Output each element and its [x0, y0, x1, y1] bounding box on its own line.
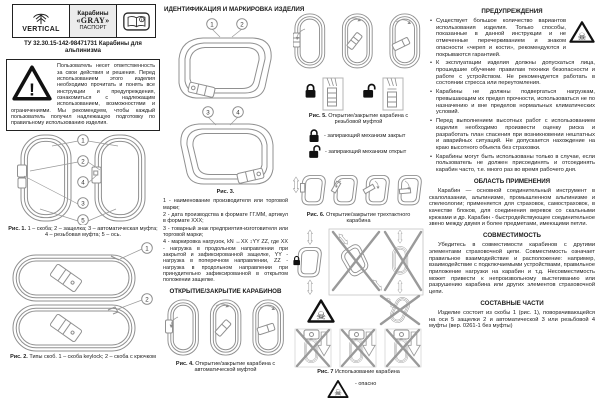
fig7-caption-text: Использование карабина — [334, 368, 400, 375]
fig3-caption — [165, 189, 286, 195]
svg-text:i: i — [140, 16, 142, 22]
fig1-callout-3: 3 — [81, 199, 85, 207]
marking-item: 3 - товарный знак предприятия-изготовителя или торговой марки; — [163, 225, 288, 239]
fig2-callout-2: 2 — [145, 296, 149, 304]
lock-open-icon — [309, 145, 321, 159]
fig7-usage-diagram — [293, 228, 424, 368]
fig2-caption-text: Типы скоб. 1 – скоба keylock; 2 – скоба с крючком — [29, 354, 156, 361]
lock-closed-icon — [293, 256, 300, 265]
warning-triangle-icon — [11, 64, 53, 102]
fig4-label: Рис. 4. — [175, 360, 194, 367]
legend-locked — [309, 129, 424, 143]
fig2-gate-types-diagram — [8, 241, 158, 353]
fig5-caption-text: Открытие/закрытие карабина с резьбовой муфтой — [328, 113, 409, 126]
identification-column — [163, 4, 305, 377]
warning-item — [429, 18, 595, 58]
fig3-marking-diagram — [164, 16, 288, 188]
section-title-components: СОСТАВНЫЕ ЧАСТИ — [480, 299, 544, 307]
fig1-carabiner-parts-diagram — [8, 131, 158, 225]
brand-box — [12, 4, 70, 38]
user-responsibility-warning — [6, 59, 160, 130]
fig3-callout-4: 4 — [235, 109, 240, 117]
danger-triangle-icon — [309, 300, 334, 322]
fig4-caption-text: Открытие/закрытие карабина с автоматической муфтой — [194, 360, 276, 374]
fig3-label: Рис. 3. — [216, 189, 235, 195]
manual-box — [116, 4, 156, 38]
fig5-screw-gate-sequence — [293, 12, 424, 112]
fig1-callout-4: 4 — [81, 178, 85, 186]
marking-item: 2 - дата производства в формате ГГ.ММ, артикул в формате ХХХ; — [163, 212, 288, 225]
figures-column — [293, 12, 424, 399]
warning-item-text: Карабины могут быть использованы только в случае, если пользователь не должен присоединять и отсоединять карабин часто, т.е. много раз во время рабочего дня. — [436, 153, 595, 174]
warning-item-text: Перед выполнением высотных работ с использованием изделия необходимо произвести оценку риска и разработать план спасения при возникновении нештатных и аварийных ситуаций. Не допускается нахождение на краю высотного объекта без страховки. — [436, 118, 595, 151]
marking-item: 1 - наименование производителя или торговой марки; — [163, 198, 288, 211]
fig1-caption-text: 1 – скоба; 2 – защелка; 3 – автоматическая муфта; 4 – резьбовая муфта; 5 – ось. — [27, 225, 158, 238]
danger-triangle-icon — [327, 379, 349, 399]
warning-item — [429, 89, 595, 116]
section-title-application: ОБЛАСТЬ ПРИМЕНЕНИЯ — [473, 177, 551, 185]
brand-name: VERTICAL — [22, 25, 60, 33]
left-column — [6, 4, 160, 364]
marking-item: 4 - маркировка нагрузок, kN ↔XX ↕YY ZZ, где XX - нагрузка в продольном направлении при закрытой и зафиксированной защелке, YY - нагрузка в поперечном направлении, ZZ - нагрузка в продольном направлении при принудительно зафиксированной в открытом положении защелке. — [163, 239, 288, 284]
warning-item — [429, 60, 595, 87]
legend-unlocked — [309, 145, 424, 159]
fig3-callout-2: 2 — [239, 21, 244, 29]
compatibility-text: Убедитесь в совместимости карабинов с другими элементами страховочной цепи. Совместимость означает правильное взаимодействие и расположение: например, взаимодействие с подключаемыми устройствами, правильное приложение нагрузки на карабин и т.д. Несовместимость может привести к непроизвольному выстегиванию или разрушению карабина или других элементов страховочной цепи. — [429, 242, 595, 296]
warning-item — [429, 118, 595, 152]
document-header — [12, 4, 160, 38]
legend-locked-text: - запирающий механизм закрыт — [324, 132, 406, 139]
user-responsibility-text: Пользователь несет ответственность за свои действия и решения. Перед использованием этого изделия необходимо прочитать и понять все инструкции и предупреждения, ознакомиться с надлежащим использованием, возможностями и ограничениями. Мы рекомендуем, чтобы каждый пользователь получил надлежащую подготовку по правильному использованию изделия. — [11, 63, 155, 127]
fig3-callout-1: 1 — [209, 21, 214, 29]
fig1-callout-5: 5 — [81, 216, 85, 224]
fig4-caption — [165, 361, 286, 374]
warning-item-text: К эксплуатации изделия должны допускаться лица, прошедшие обучение правилам техники безопасности и работе с устройством. Не рекомендуется работать в состоянии стресса или переутомления. — [436, 60, 595, 87]
danger-legend-text: - опасно — [355, 381, 377, 388]
warning-item-text: Существует большое количество вариантов использования изделия. Только способы, показанные в данной инструкции и не отмеченные перечеркиванием и знаком опасности «череп и кости», рекомендуются и покрываются гарантией. — [436, 18, 566, 58]
fig5-caption — [295, 113, 422, 126]
doc-type: ПАСПОРТ — [79, 24, 107, 31]
warning-item — [429, 154, 595, 174]
legend-unlocked-text: - запирающий механизм открыт — [325, 148, 407, 155]
text-column — [429, 4, 595, 332]
tu-standard-line: ТУ 32.30.15-142-98471731 Карабины для альпинизма — [24, 41, 142, 55]
section-title-warnings: ПРЕДУПРЕЖДЕНИЯ — [481, 8, 543, 15]
warnings-list — [429, 18, 595, 174]
section-title-identification: ИДЕНТИФИКАЦИЯ И МАРКИРОВКА ИЗДЕЛИЯ — [164, 6, 305, 13]
fig6-label: Рис. 6. — [306, 211, 325, 218]
fig2-callout-1: 1 — [145, 245, 149, 253]
section-title-compatibility: СОВМЕСТИМОСТЬ — [483, 232, 541, 240]
book-icon — [123, 12, 150, 31]
warning-item-text: Карабины не должны подвергаться нагрузкам, превышающим их предел прочности, использоваться не по назначению и вне пределов нормальных климатических условий. — [436, 89, 595, 116]
application-text: Карабин — основной соединительный инструмент в скалолазании, альпинизме, промышленном альпинизме и спелеологии; применяется для страховок, самостраховок, в качестве блоков, для соединения веревок со скальными крюками и др. Карабин - быстродействующее соединительное звено между двумя и более предметами, имеющими петли. — [429, 187, 596, 228]
lock-closed-icon — [309, 129, 320, 143]
components-text: Изделие состоит из скобы 1 (рис. 1), поворачивающейся на оси 5 защелки 2 и автоматической 3 или резьбовой 4 муфты (вер. 0261-1 без муфты) — [429, 309, 595, 330]
vertical-logo-icon — [30, 10, 52, 25]
fig7-caption — [295, 369, 422, 375]
marking-items — [163, 198, 288, 283]
danger-legend — [327, 379, 424, 399]
fig7-label: Рис. 7 — [317, 368, 334, 375]
section-title-open-close: ОТКРЫТИЕ/ЗАКРЫТИЕ КАРАБИНОВ — [169, 287, 282, 295]
fig1-caption — [8, 226, 158, 239]
fig2-label: Рис. 2. — [10, 354, 28, 361]
danger-triangle-icon — [569, 20, 595, 44]
fig4-auto-gate-sequence — [164, 298, 288, 360]
fig2-caption — [8, 354, 158, 360]
fig1-callout-2: 2 — [81, 157, 85, 165]
lock-open-icon — [363, 84, 375, 97]
fig6-triple-action-sequence — [293, 161, 424, 211]
product-name: Карабины — [77, 9, 109, 17]
model-name: «GRAY» — [76, 16, 110, 26]
fig1-label: Рис. 1. — [8, 225, 27, 232]
fig6-caption-text: Открытие/закрытие трехтактного карабина — [325, 211, 411, 225]
fig3-callout-3: 3 — [205, 109, 210, 117]
fig1-callout-1: 1 — [81, 136, 85, 144]
lock-closed-icon — [306, 85, 316, 98]
fig6-caption — [295, 212, 422, 225]
title-box — [69, 4, 117, 38]
fig5-label: Рис. 5. — [308, 113, 327, 119]
